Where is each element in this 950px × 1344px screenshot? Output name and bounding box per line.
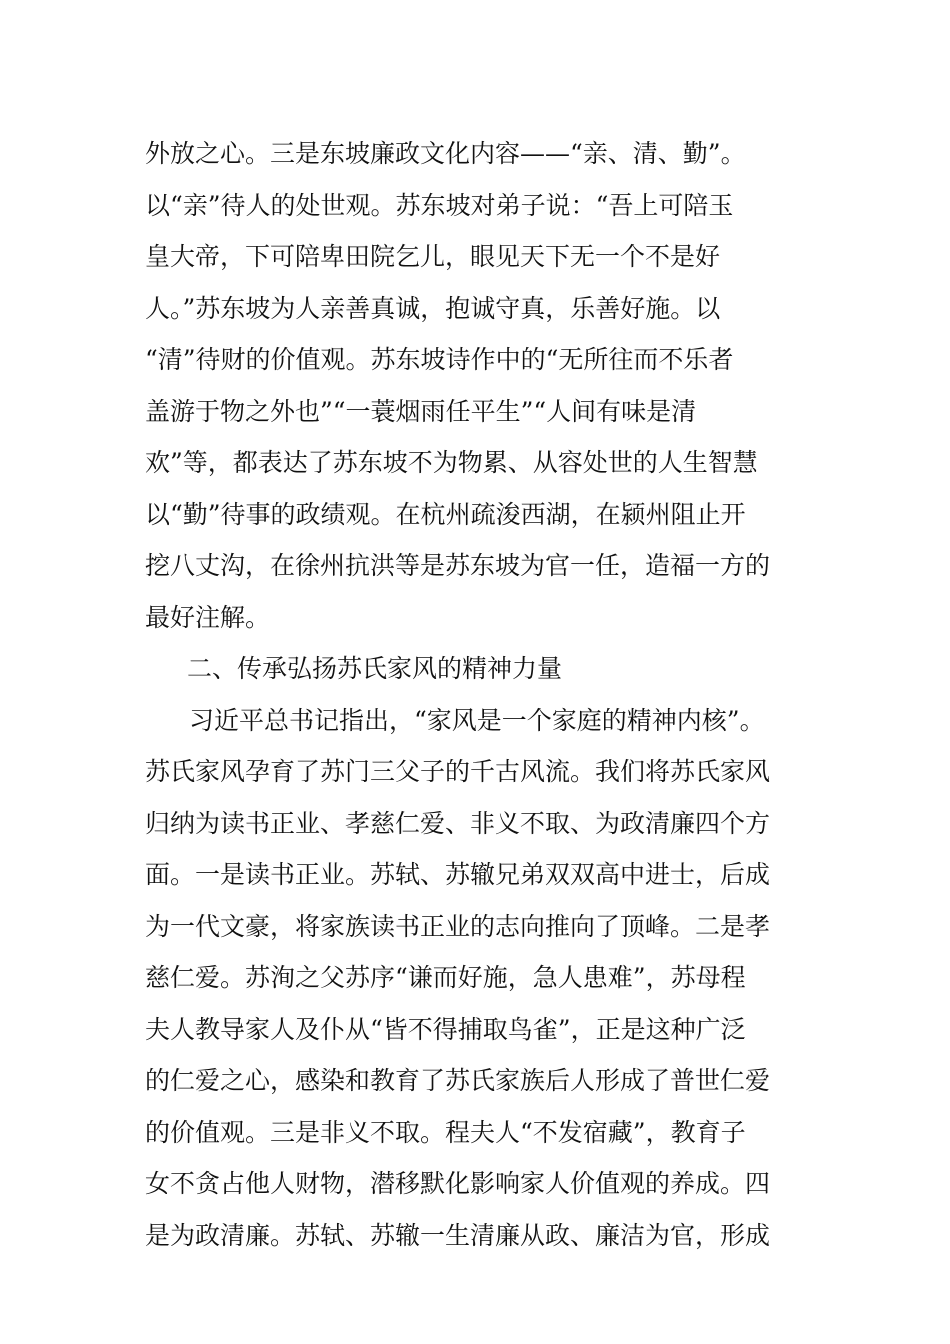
text-line: 夫人教导家人及仆从“皆不得捕取鸟雀”，正是这种广泛: [145, 1014, 746, 1044]
text-line: 皇大帝，下可陪卑田院乞儿，眼见天下无一个不是好: [145, 242, 721, 271]
text-line: 以“亲”待人的处世观。苏东坡对弟子说：“吾上可陪玉: [145, 190, 734, 220]
text-line: 习近平总书记指出，“家风是一个家庭的精神内核”。: [189, 705, 765, 735]
text-line: 外放之心。三是东坡廉政文化内容——“亲、清、勤”。: [145, 139, 746, 168]
text-line: 盖游于物之外也”“一蓑烟雨任平生”“人间有味是清: [145, 396, 697, 426]
text-line: 苏氏家风孕育了苏门三父子的千古风流。我们将苏氏家风: [145, 757, 771, 786]
text-line: 的价值观。三是非义不取。程夫人“不发宿藏”，教育子: [145, 1117, 746, 1147]
text-line: 的仁爱之心，感染和教育了苏氏家族后人形成了普世仁爱: [145, 1066, 771, 1095]
text-line: 慈仁爱。苏洵之父苏序“谦而好施，急人患难”，苏母程: [145, 963, 746, 992]
text-line: 最好注解。: [145, 602, 271, 632]
text-line: 挖八丈沟，在徐州抗洪等是苏东坡为官一任，造福一方的: [145, 551, 771, 580]
text-line: 欢”等，都表达了苏东坡不为物累、从容处世的人生智慧: [145, 448, 758, 477]
text-line: 是为政清廉。苏轼、苏辙一生清廉从政、廉洁为官，形成: [145, 1220, 771, 1250]
text-line: 女不贪占他人财物，潜移默化影响家人价值观的养成。四: [145, 1169, 771, 1198]
text-line: 人。”苏东坡为人亲善真诚，抱诚守真，乐善好施。以: [145, 293, 721, 323]
text-line: “清”待财的价值观。苏东坡诗作中的“无所往而不乐者: [145, 345, 734, 374]
text-line: 归纳为读书正业、孝慈仁爱、非义不取、为政清廉四个方: [145, 808, 771, 838]
text-line: 以“勤”待事的政绩观。在杭州疏浚西湖，在颍州阻止开: [145, 499, 746, 529]
text-line: 为一代文豪，将家族读书正业的志向推向了顶峰。二是孝: [145, 911, 771, 941]
text-line: 面。一是读书正业。苏轼、苏辙兄弟双双高中进士，后成: [145, 860, 771, 889]
section-heading: 二、传承弘扬苏氏家风的精神力量: [187, 654, 563, 683]
document-body: [145, 128, 810, 1261]
